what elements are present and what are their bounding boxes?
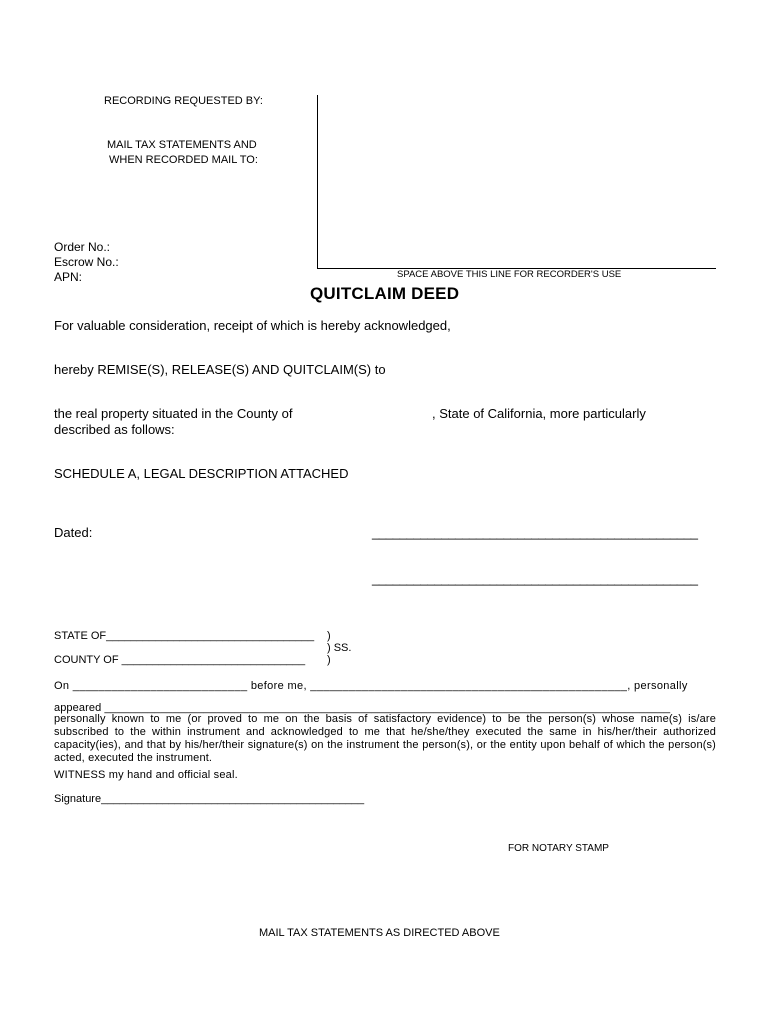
- venue-ss: ) SS.: [327, 642, 352, 654]
- notary-stamp-caption: FOR NOTARY STAMP: [508, 843, 609, 854]
- county-of-line: COUNTY OF ______________________________: [54, 654, 306, 666]
- recorder-area-vertical-divider: [317, 95, 318, 269]
- witness-statement: WITNESS my hand and official seal.: [54, 769, 238, 781]
- recorders-use-caption: SPACE ABOVE THIS LINE FOR RECORDER'S USE: [397, 269, 622, 280]
- grantor-signature-line-2: _______________________________________________: [372, 571, 698, 586]
- mail-tax-statements-label: MAIL TAX STATEMENTS AND: [107, 139, 257, 151]
- appeared-line: appeared ___________________________________________________________________________________________: [54, 702, 671, 714]
- consideration-clause: For valuable consideration, receipt of which is hereby acknowledged,: [54, 318, 451, 333]
- footer-mail-tax-note: MAIL TAX STATEMENTS AS DIRECTED ABOVE: [259, 927, 500, 939]
- notary-on-date-line: On ___________________________ before me, _________________________________________________, personally: [54, 680, 688, 692]
- dated-label: Dated:: [54, 525, 93, 540]
- apn-label: APN:: [54, 270, 83, 284]
- schedule-a-note: SCHEDULE A, LEGAL DESCRIPTION ATTACHED: [54, 466, 349, 481]
- state-of-line: STATE OF__________________________________: [54, 630, 315, 642]
- property-state-clause: , State of California, more particularly: [432, 406, 646, 421]
- notary-acknowledgment-text: personally known to me (or proved to me on the basis of satisfactory evidence) to be the person(s) whose name(s) is/are subscribed to the within instrument and acknowledged to me that he/she/they executed the same in his/her/their authorized capacity(ies), and that by his/her/their signature(s) on the instrument the person(s), or the entity upon behalf of which the person(s) acted, executed the instrument.: [54, 713, 716, 764]
- recording-requested-by-label: RECORDING REQUESTED BY:: [104, 95, 263, 107]
- grantor-signature-line-1: _______________________________________________: [372, 525, 698, 540]
- venue-bracket-bottom: ): [327, 654, 331, 666]
- notary-signature-line: Signature___________________________________________: [54, 793, 365, 805]
- remise-clause: hereby REMISE(S), RELEASE(S) AND QUITCLAIM(S) to: [54, 362, 386, 377]
- document-title: QUITCLAIM DEED: [310, 284, 460, 303]
- property-described-clause: described as follows:: [54, 422, 175, 437]
- escrow-no-label: Escrow No.:: [54, 255, 119, 269]
- property-county-clause: the real property situated in the County of: [54, 406, 293, 421]
- venue-bracket-top: ): [327, 630, 331, 642]
- order-no-label: Order No.:: [54, 240, 111, 254]
- when-recorded-mail-to-label: WHEN RECORDED MAIL TO:: [109, 154, 258, 166]
